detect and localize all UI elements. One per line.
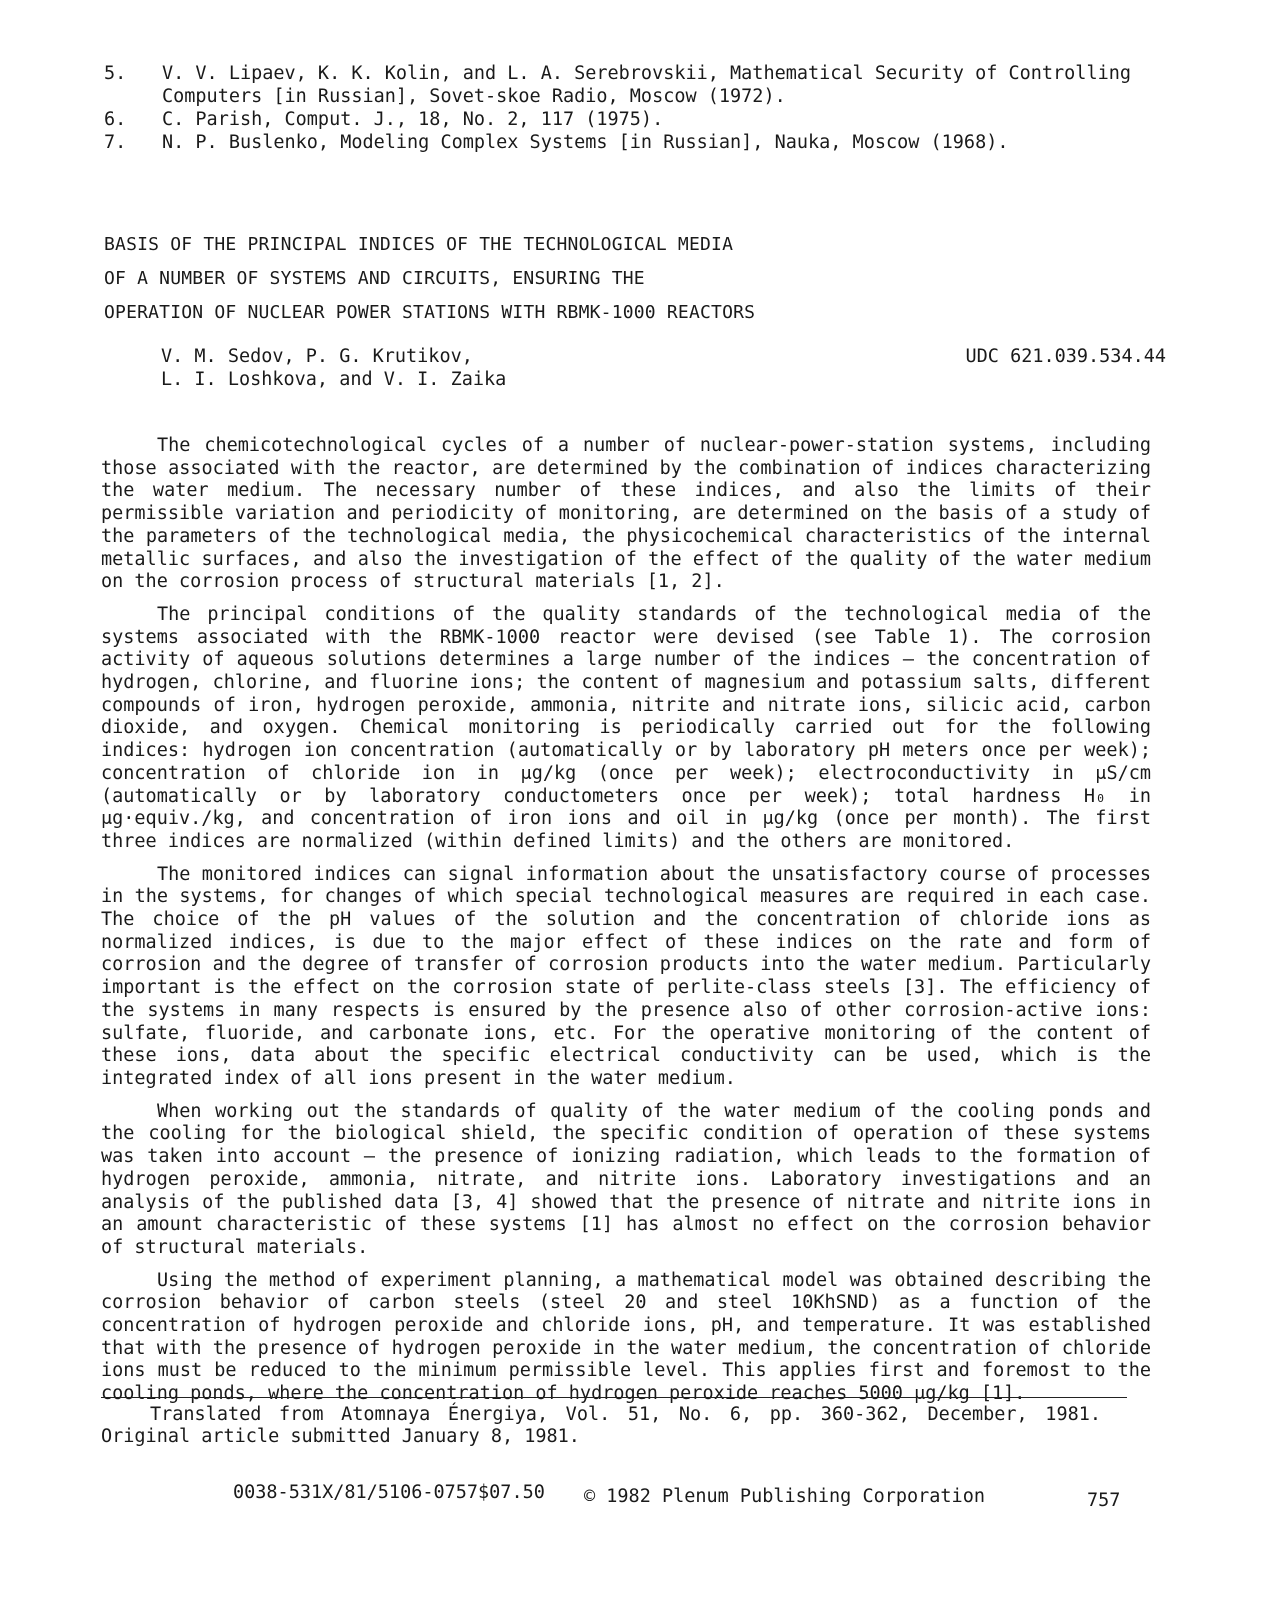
reference-number: 7. — [104, 132, 127, 153]
article-body — [101, 435, 1151, 1416]
reference-text: N. P. Buslenko, Modeling Complex Systems [in Russian], Nauka, Moscow (1968). — [162, 132, 1009, 153]
body-paragraph: The chemicotechnological cycles of a number of nuclear-power-station systems, including those associated with the reactor, are determined by the combination of indices characterizing the water medium. The necessary number of these indices, and also the limits of their permissible variation and periodicity of monitoring, are determined on the basis of a study of the parameters of the technological media, the physicochemical characteristics of the internal metallic surfaces, and also the investigation of the effect of the quality of the water medium on the corrosion process of structural materials [1, 2]. — [101, 435, 1151, 593]
body-paragraph: The monitored indices can signal information about the unsatisfactory course of processes in the systems, for changes of which special technological measures are required in each case. The choice of the pH values of the solution and the concentration of chloride ions as normalized indices, is due to the major effect of these indices on the rate and form of corrosion and the degree of transfer of corrosion products into the water medium. Particularly important is the effect on the corrosion state of perlite-class steels [3]. The efficiency of the systems in many respects is ensured by the presence also of other corrosion-active ions: sulfate, fluoride, and carbonate ions, etc. For the operative monitoring of the content of these ions, data about the specific electrical conductivity can be used, which is the integrated index of all ions present in the water medium. — [101, 863, 1151, 1089]
body-paragraph: When working out the standards of quality of the water medium of the cooling ponds and the cooling for the biological shield, the specific condition of operation of these systems was taken into account — the presence of ionizing radiation, which leads to the formation of hydrogen peroxide, ammonia, nitrate, and nitrite ions. Laboratory investigations and an analysis of the published data [3, 4] showed that the presence of nitrate and nitrite ions in an amount characteristic of these systems [1] has almost no effect on the corrosion behavior of structural materials. — [101, 1100, 1151, 1258]
reference-text: V. V. Lipaev, K. K. Kolin, and L. A. Serebrovskii, Mathematical Security of Controlling Computers [in Russian], Sovet-skoe Radio, Moscow (1972). — [162, 63, 1132, 107]
reference-list — [104, 62, 1184, 154]
body-paragraph: The principal conditions of the quality standards of the technological media of the systems associated with the RBMK-1000 reactor were devised (see Table 1). The corrosion activity of aqueous solutions determines a large number of the indices — the concentration of hydrogen, chlorine, and fluorine ions; the content of magnesium and potassium salts, different compounds of iron, hydrogen peroxide, ammonia, nitrite and nitrate ions, silicic acid, carbon dioxide, and oxygen. Chemical monitoring is periodically carried out for the following indices: hydrogen ion concentration (automatically or by laboratory pH meters once per week); concentration of chloride ion in μg/kg (once per week); electroconductivity in μS/cm (automatically or by laboratory conductometers once per week); total hardness H₀ in μg·equiv./kg, and concentration of iron ions and oil in μg/kg (once per month). The first three indices are normalized (within defined limits) and the others are monitored. — [101, 603, 1151, 852]
reference-item — [104, 108, 1184, 131]
article-title — [104, 228, 755, 330]
author-line: L. I. Loshkova, and V. I. Zaika — [161, 369, 507, 390]
author-list — [161, 345, 506, 391]
translation-footnote: Translated from Atomnaya Énergiya, Vol. 51, No. 6, pp. 360-362, December, 1981. Original article submitted January 8, 1981. — [101, 1404, 1101, 1447]
publication-code: 0038-531X/81/5106-0757$07.50 — [233, 1482, 545, 1503]
title-line: OPERATION OF NUCLEAR POWER STATIONS WITH RBMK-1000 REACTORS — [104, 302, 756, 323]
reference-number: 5. — [104, 63, 127, 84]
reference-item — [104, 62, 1184, 108]
page-number: 757 — [1087, 1490, 1121, 1511]
copyright-notice: © 1982 Plenum Publishing Corporation — [584, 1486, 985, 1507]
author-line: V. M. Sedov, P. G. Krutikov, — [161, 346, 473, 367]
title-line: BASIS OF THE PRINCIPAL INDICES OF THE TECHNOLOGICAL MEDIA — [104, 234, 734, 255]
udc-code: UDC 621.039.534.44 — [965, 346, 1166, 367]
body-paragraph: Using the method of experiment planning, a mathematical model was obtained describing the corrosion behavior of carbon steels (steel 20 and steel 10KhSND) as a function of the concentration of hydrogen peroxide and chloride ions, pH, and temperature. It was established that with the presence of hydrogen peroxide in the water medium, the concentration of chloride ions must be reduced to the minimum permissible level. This applies first and foremost to the cooling ponds, where the concentration of hydrogen peroxide reaches 5000 μg/kg [1]. — [101, 1269, 1151, 1405]
title-line: OF A NUMBER OF SYSTEMS AND CIRCUITS, ENSURING THE — [104, 268, 645, 289]
reference-number: 6. — [104, 109, 127, 130]
footnote-divider — [101, 1397, 1127, 1398]
reference-item — [104, 131, 1184, 154]
reference-text: C. Parish, Comput. J., 18, No. 2, 117 (1975). — [162, 109, 664, 130]
